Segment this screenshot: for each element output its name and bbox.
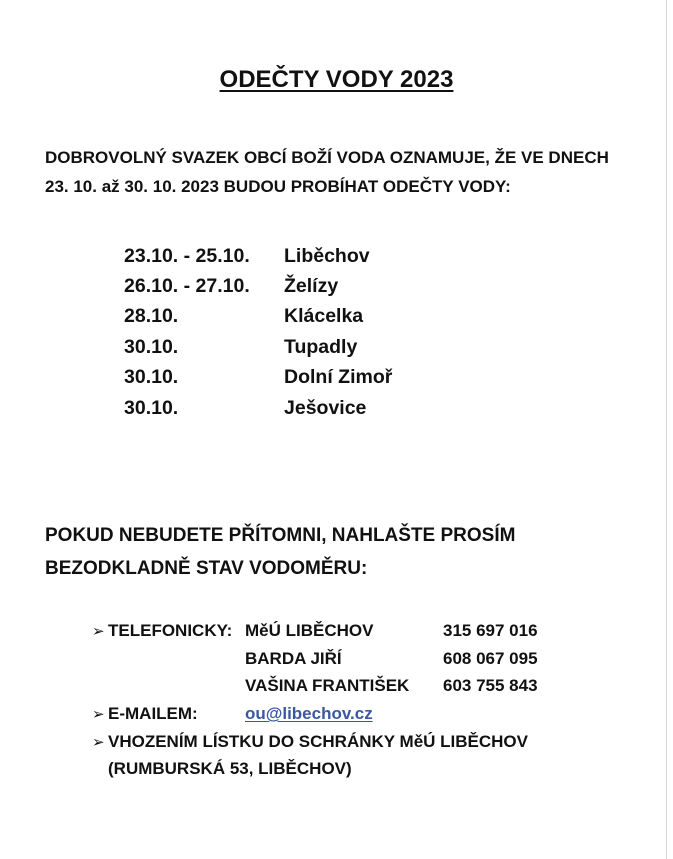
- arrow-bullet-icon: ➢: [92, 705, 105, 723]
- email-link[interactable]: ou@libechov.cz: [245, 703, 373, 723]
- contact-phone-number: 315 697 016: [443, 620, 538, 640]
- contact-mailbox-row: [92, 728, 612, 756]
- notice-paragraph: POKUD NEBUDETE PŘÍTOMNI, NAHLAŠTE PROSÍM BEZODKLADNĚ STAV VODOMĚRU:: [45, 525, 516, 579]
- contact-name: BARDA JIŘÍ: [245, 648, 342, 668]
- contact-phone-row: [92, 617, 612, 645]
- schedule-list: [124, 241, 392, 423]
- schedule-row: [124, 302, 392, 332]
- schedule-place: Želízy: [284, 275, 339, 298]
- contact-name: VAŠINA FRANTIŠEK: [245, 676, 410, 696]
- page-title: ODEČTY VODY 2023: [219, 66, 454, 93]
- schedule-place: Dolní Zimoř: [284, 366, 393, 389]
- schedule-place: Liběchov: [284, 244, 370, 267]
- schedule-row: [124, 241, 392, 271]
- contact-phone-number: 608 067 095: [443, 648, 538, 668]
- contact-phone-row: [92, 672, 612, 700]
- schedule-date: 30.10.: [124, 396, 179, 419]
- arrow-bullet-icon: ➢: [92, 622, 105, 640]
- contact-phone-number: 603 755 843: [443, 676, 538, 696]
- contact-phone-row: [92, 645, 612, 673]
- schedule-place: Ješovice: [284, 396, 367, 419]
- intro-paragraph: DOBROVOLNÝ SVAZEK OBCÍ BOŽÍ VODA OZNAMUJE, ŽE VE DNECH 23. 10. až 30. 10. 2023 BUDOU PROBÍHAT ODEČTY VODY:: [45, 148, 609, 196]
- schedule-row: [124, 393, 392, 423]
- schedule-place: Klácelka: [284, 305, 364, 328]
- schedule-date: 30.10.: [124, 366, 179, 389]
- schedule-row: [124, 332, 392, 362]
- page-edge: [666, 0, 667, 859]
- schedule-row: [124, 363, 392, 393]
- contact-mailbox-address-row: [92, 755, 612, 783]
- mailbox-address: (RUMBURSKÁ 53, LIBĚCHOV): [108, 759, 352, 779]
- contact-email-row: [92, 700, 612, 728]
- arrow-bullet-icon: ➢: [92, 733, 105, 751]
- contact-name: MěÚ LIBĚCHOV: [245, 620, 374, 640]
- schedule-date: 23.10. - 25.10.: [124, 244, 250, 267]
- email-label: E-MAILEM:: [108, 703, 198, 723]
- schedule-date: 30.10.: [124, 335, 179, 358]
- contacts-list: [92, 617, 612, 783]
- schedule-row: [124, 271, 392, 301]
- phone-label: TELEFONICKY:: [108, 620, 233, 640]
- mailbox-text: VHOZENÍM LÍSTKU DO SCHRÁNKY MěÚ LIBĚCHOV: [108, 731, 528, 751]
- schedule-date: 28.10.: [124, 305, 179, 328]
- schedule-place: Tupadly: [284, 335, 358, 358]
- schedule-date: 26.10. - 27.10.: [124, 275, 250, 298]
